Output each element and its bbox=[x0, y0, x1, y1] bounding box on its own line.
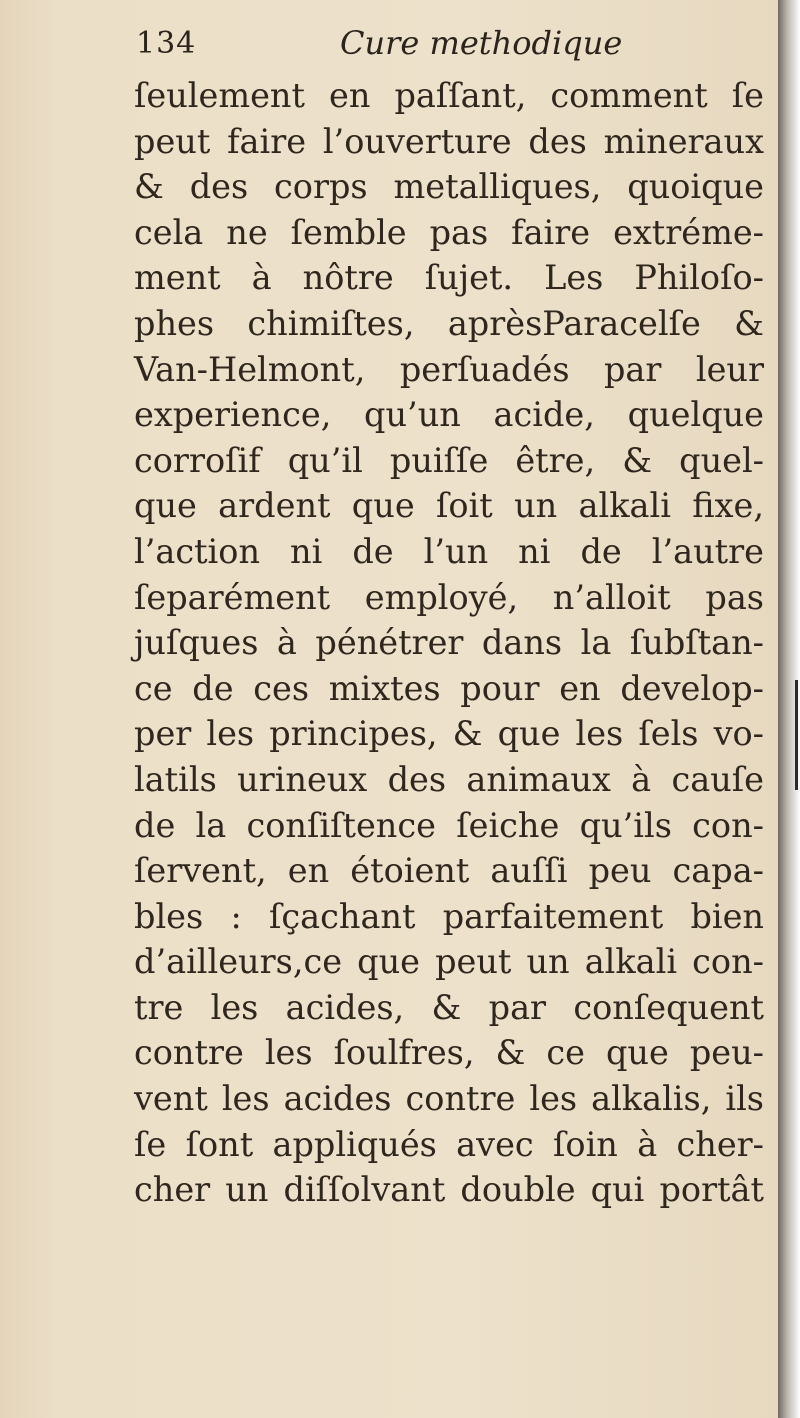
page-number: 134 bbox=[136, 26, 197, 61]
text-line: tre les acides, & par conſequent bbox=[134, 987, 764, 1027]
text-line: Van-Helmont, perſuadés par leur bbox=[134, 349, 764, 389]
text-line: peut faire l’ouverture des mineraux bbox=[134, 121, 764, 161]
text-line: d’ailleurs,ce que peut un alkali con- bbox=[134, 942, 764, 982]
text-line: de la conſiſtence ſeiche qu’ils con- bbox=[134, 805, 764, 845]
text-line: ſe ſont appliqués avec ſoin à cher- bbox=[134, 1124, 764, 1164]
text-line: bles : ſçachant parfaitement bien bbox=[134, 896, 764, 936]
text-line: latils urineux des animaux à cauſe bbox=[134, 759, 764, 799]
text-line: experience, qu’un acide, quelque bbox=[134, 395, 764, 435]
text-line: contre les ſoulfres, & ce que peu- bbox=[134, 1033, 764, 1073]
page-edge-mark bbox=[795, 680, 798, 790]
running-head bbox=[136, 20, 756, 70]
text-line: vent les acides contre les alkalis, ils bbox=[134, 1079, 764, 1119]
text-line: que ardent que ſoit un alkali fixe, bbox=[134, 486, 764, 526]
text-line: per les principes, & que les ſels vo- bbox=[134, 714, 764, 754]
body-text bbox=[134, 73, 764, 1213]
text-line: juſques à pénétrer dans la ſubſtan- bbox=[134, 623, 764, 663]
text-line: ſervent, en étoient auſſi peu capa- bbox=[134, 851, 764, 891]
text-line: ce de ces mixtes pour en develop- bbox=[134, 668, 764, 708]
text-line: l’action ni de l’un ni de l’autre bbox=[134, 531, 764, 571]
running-title: Cure methodique bbox=[340, 24, 623, 62]
text-line: ſeparément employé, n’alloit pas bbox=[134, 577, 764, 617]
text-line: ſeulement en paſſant, comment ſe bbox=[134, 76, 764, 115]
text-line: phes chimiſtes, aprèsParacelſe & bbox=[134, 303, 764, 343]
text-line: ment à nôtre ſujet. Les Philoſo- bbox=[134, 258, 764, 298]
text-line: cher un diſſolvant double qui portât bbox=[134, 1170, 764, 1210]
text-line: corroſif qu’il puiſſe être, & quel- bbox=[134, 440, 764, 480]
text-line: & des corps metalliques, quoique bbox=[134, 167, 764, 207]
text-line: cela ne ſemble pas faire extréme- bbox=[134, 212, 764, 252]
